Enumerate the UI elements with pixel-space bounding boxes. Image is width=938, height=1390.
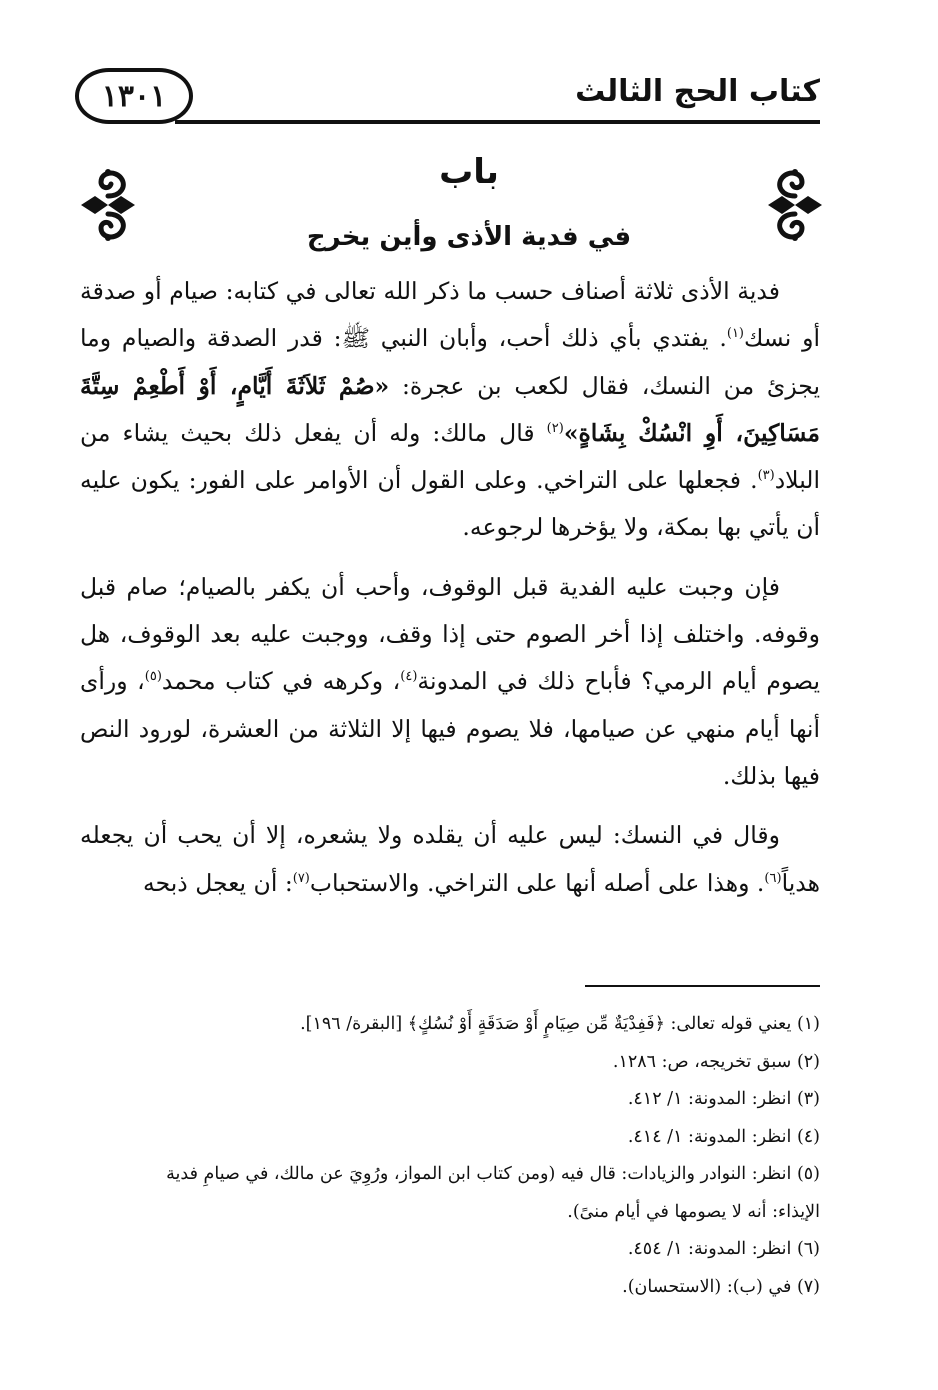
footnote-ref: (٢) — [546, 421, 564, 437]
body-paragraph — [80, 812, 820, 907]
footnote-text: سبق تخريجه، ص: ١٢٨٦. — [612, 1051, 792, 1072]
footnote-ref: (٤) — [400, 669, 418, 685]
footnote-text: في (ب): (الاستحسان). — [622, 1276, 792, 1297]
paragraph-text: . فجعلها على التراخي. وعلى القول أن الأوامر على الفور: يكون عليه أن يأتي بها بمكة، ولا يؤخرها لرجوعه. — [80, 466, 820, 542]
footnote-ref: (٥) — [144, 669, 162, 685]
paragraph-text: وقال في النسك: ليس عليه أن يقلده ولا يشعره، إلا أن يحب أن يجعله هدياً — [80, 821, 820, 897]
paragraph-text: : أن يعجل ذبحه — [143, 868, 293, 897]
footnote-text: انظر: المدونة: ١/ ٤٥٤. — [627, 1239, 792, 1259]
main-body — [80, 268, 820, 919]
footnote — [82, 1269, 820, 1307]
footnote-ref: (١) — [726, 326, 744, 342]
chapter-heading: باب — [439, 152, 499, 192]
footnote-number: (٦) — [796, 1239, 820, 1259]
footnote-text: انظر: النوادر والزيادات: قال فيه (ومن كتاب ابن المواز، ورُوِيَ عن مالك، في صيامِ فدية — [166, 1164, 792, 1184]
body-paragraph — [80, 268, 820, 552]
chapter-subheading: في فدية الأذى وأين يخرج — [306, 222, 632, 252]
body-paragraph — [80, 564, 820, 800]
footnote-ref: (٧) — [292, 870, 310, 886]
footnote — [82, 1081, 820, 1119]
hadith-quote: «صُمْ ثَلاَثَةَ أَيَّامٍ، أَوْ أَطْعِمْ سِتَّةَ مَسَاكِينَ، أَوِ انْسُكْ بِشَاةٍ» — [80, 371, 820, 447]
footnote — [82, 1044, 820, 1082]
footnote — [82, 1006, 820, 1044]
paragraph-text: . وهذا على أصله أنها على التراخي. والاستحباب — [309, 868, 765, 897]
footnote-number: (٣) — [796, 1089, 820, 1109]
footnote-number: (٥) — [796, 1164, 820, 1184]
footnote-ref: (٣) — [757, 468, 775, 484]
footnote-number: (٤) — [796, 1126, 820, 1147]
footnote-text: انظر: المدونة: ١/ ٤١٢. — [627, 1089, 792, 1109]
footnote — [82, 1156, 820, 1194]
paragraph-text: قال مالك: وله أن يفعل ذلك بحيث يشاء من البلاد — [80, 418, 820, 495]
paragraph-text: ، ورأى أنها أيام منهي عن صيامها، فلا يصوم فيها إلا الثلاثة من العشرة، لورود النص فيها بذلك. — [80, 667, 820, 790]
paragraph-text: ، وكرهه في كتاب محمد — [161, 667, 401, 696]
book-title: كتاب الحج الثالث — [575, 74, 820, 109]
page-header — [75, 62, 820, 132]
footnote-continuation: الإيذاء: أنه لا يصومها في أيام منىً). — [567, 1201, 820, 1222]
paragraph-text: . يفتدي بأي ذلك أحب، وأبان النبي ﷺ: قدر الصدقة والصيام وما يجزئ من النسك، فقال لكعب بن عجرة: — [80, 324, 820, 400]
footnote — [82, 1119, 820, 1157]
footnote-separator — [585, 985, 820, 987]
paragraph-text: فدية الأذى ثلاثة أصناف حسب ما ذكر الله تعالى في كتابه: صيام أو صدقة أو نسك — [80, 277, 820, 353]
header-rule — [175, 120, 820, 124]
footnote-number: (٧) — [796, 1276, 820, 1297]
footnote — [82, 1231, 820, 1269]
footnote-number: (١) — [796, 1014, 820, 1034]
footnote-text: يعني قوله تعالى: ﴿فَفِدْيَةٌ مِّن صِيَامٍ أَوْ صَدَقَةٍ أَوْ نُسُكٍ﴾ [البقرة/ ١٩٦]. — [300, 1014, 792, 1034]
footnotes — [82, 1006, 820, 1306]
paragraph-text: فإن وجبت عليه الفدية قبل الوقوف، وأحب أن يكفر بالصيام؛ صام قبل وقوفه. واختلف إذا أخر الصوم حتى إذا وقف، ووجبت عليه بعد الوقوف، هل يصوم أيام الرمي؟ فأباح ذلك في المدونة — [80, 572, 820, 696]
footnote-text: انظر: المدونة: ١/ ٤١٤. — [627, 1126, 792, 1147]
footnote-number: (٢) — [796, 1051, 820, 1072]
footnote-ref: (٦) — [764, 870, 782, 886]
page-number: ١٣٠١ — [75, 68, 193, 124]
